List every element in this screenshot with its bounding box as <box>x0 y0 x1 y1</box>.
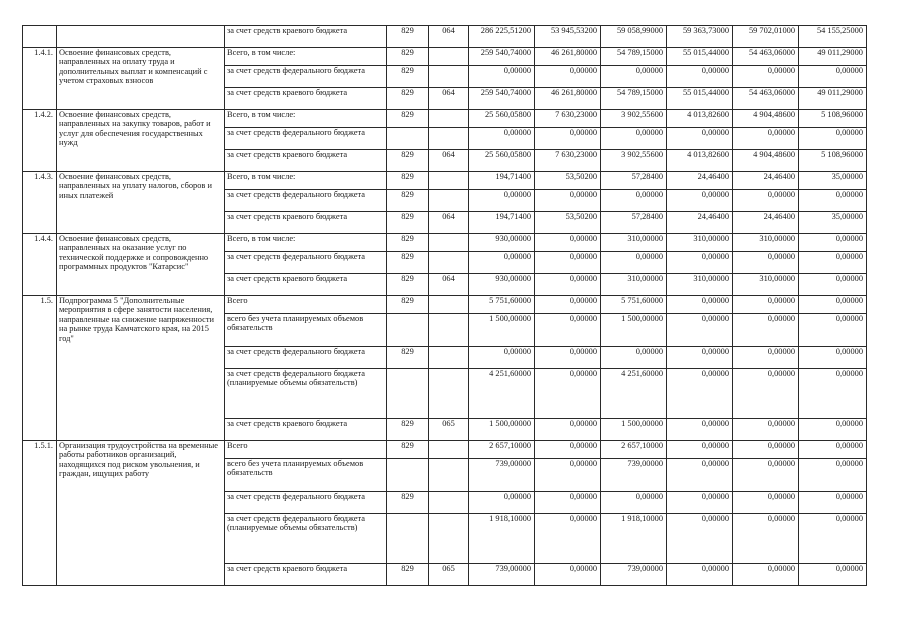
admin-code: 829 <box>387 274 429 296</box>
amount-cell: 1 500,00000 <box>469 419 535 441</box>
program-name: Организация трудоустройства на временные работы работников организаций, находящихся под риском увольнения, и граждан, ищущих работу <box>57 441 225 586</box>
budget-code: 064 <box>429 274 469 296</box>
amount-cell: 4 251,60000 <box>469 369 535 419</box>
amount-cell: 0,00000 <box>601 347 667 369</box>
admin-code: 829 <box>387 564 429 586</box>
amount-cell: 0,00000 <box>667 66 733 88</box>
amount-cell: 1 500,00000 <box>601 419 667 441</box>
funding-source: Всего, в том числе: <box>225 172 387 190</box>
amount-cell: 1 500,00000 <box>601 314 667 347</box>
funding-source: за счет средств федерального бюджета <box>225 492 387 514</box>
amount-cell: 0,00000 <box>733 347 799 369</box>
funding-source: всего без учета планируемых объемов обязательств <box>225 314 387 347</box>
funding-source: за счет средств федерального бюджета <box>225 347 387 369</box>
admin-code <box>387 514 429 564</box>
amount-cell: 0,00000 <box>799 347 867 369</box>
amount-cell: 739,00000 <box>601 564 667 586</box>
table-row <box>23 441 867 459</box>
table-row <box>23 234 867 252</box>
amount-cell: 55 015,44000 <box>667 88 733 110</box>
amount-cell: 2 657,10000 <box>601 441 667 459</box>
admin-code: 829 <box>387 110 429 128</box>
budget-table <box>22 25 867 586</box>
amount-cell: 0,00000 <box>733 128 799 150</box>
table-row <box>23 26 867 48</box>
amount-cell: 4 251,60000 <box>601 369 667 419</box>
amount-cell: 55 015,44000 <box>667 48 733 66</box>
program-name <box>57 26 225 48</box>
funding-source: Всего <box>225 296 387 314</box>
admin-code <box>387 369 429 419</box>
budget-code <box>429 172 469 190</box>
amount-cell: 0,00000 <box>469 492 535 514</box>
amount-cell: 194,71400 <box>469 172 535 190</box>
amount-cell: 0,00000 <box>535 296 601 314</box>
table-row <box>23 48 867 66</box>
amount-cell: 0,00000 <box>799 66 867 88</box>
funding-source: Всего, в том числе: <box>225 48 387 66</box>
amount-cell: 0,00000 <box>799 274 867 296</box>
amount-cell: 4 013,82600 <box>667 150 733 172</box>
amount-cell: 54 463,06000 <box>733 48 799 66</box>
budget-code: 065 <box>429 419 469 441</box>
amount-cell: 0,00000 <box>667 369 733 419</box>
amount-cell: 0,00000 <box>667 252 733 274</box>
amount-cell: 310,00000 <box>667 274 733 296</box>
amount-cell: 25 560,05800 <box>469 150 535 172</box>
amount-cell: 259 540,74000 <box>469 88 535 110</box>
amount-cell: 0,00000 <box>469 66 535 88</box>
funding-source: за счет средств федерального бюджета <box>225 128 387 150</box>
amount-cell: 0,00000 <box>799 564 867 586</box>
amount-cell: 310,00000 <box>667 234 733 252</box>
table-row <box>23 110 867 128</box>
amount-cell: 0,00000 <box>535 314 601 347</box>
funding-source: всего без учета планируемых объемов обязательств <box>225 459 387 492</box>
amount-cell: 0,00000 <box>535 369 601 419</box>
amount-cell: 0,00000 <box>535 347 601 369</box>
amount-cell: 0,00000 <box>535 274 601 296</box>
amount-cell: 54 789,15000 <box>601 48 667 66</box>
amount-cell: 0,00000 <box>667 128 733 150</box>
amount-cell: 57,28400 <box>601 212 667 234</box>
amount-cell: 3 902,55600 <box>601 110 667 128</box>
amount-cell: 24,46400 <box>667 172 733 190</box>
row-index: 1.5. <box>23 296 57 441</box>
amount-cell: 46 261,80000 <box>535 88 601 110</box>
table-row <box>23 296 867 314</box>
budget-code <box>429 128 469 150</box>
amount-cell: 0,00000 <box>535 492 601 514</box>
amount-cell: 0,00000 <box>799 419 867 441</box>
amount-cell: 5 108,96000 <box>799 110 867 128</box>
amount-cell: 930,00000 <box>469 234 535 252</box>
amount-cell: 59 363,73000 <box>667 26 733 48</box>
amount-cell: 0,00000 <box>799 296 867 314</box>
funding-source: за счет средств федерального бюджета <box>225 66 387 88</box>
admin-code: 829 <box>387 252 429 274</box>
admin-code: 829 <box>387 419 429 441</box>
amount-cell: 24,46400 <box>733 212 799 234</box>
amount-cell: 0,00000 <box>799 314 867 347</box>
budget-code <box>429 66 469 88</box>
amount-cell: 310,00000 <box>733 274 799 296</box>
amount-cell: 0,00000 <box>601 190 667 212</box>
amount-cell: 0,00000 <box>733 441 799 459</box>
admin-code: 829 <box>387 347 429 369</box>
amount-cell: 5 108,96000 <box>799 150 867 172</box>
amount-cell: 54 789,15000 <box>601 88 667 110</box>
amount-cell: 4 013,82600 <box>667 110 733 128</box>
amount-cell: 0,00000 <box>733 190 799 212</box>
amount-cell: 310,00000 <box>601 234 667 252</box>
admin-code: 829 <box>387 172 429 190</box>
amount-cell: 59 058,99000 <box>601 26 667 48</box>
amount-cell: 0,00000 <box>535 234 601 252</box>
amount-cell: 0,00000 <box>733 252 799 274</box>
admin-code <box>387 459 429 492</box>
row-index: 1.4.2. <box>23 110 57 172</box>
budget-code <box>429 252 469 274</box>
amount-cell: 739,00000 <box>601 459 667 492</box>
amount-cell: 3 902,55600 <box>601 150 667 172</box>
amount-cell: 53,50200 <box>535 212 601 234</box>
admin-code: 829 <box>387 190 429 212</box>
budget-code <box>429 369 469 419</box>
funding-source: за счет средств краевого бюджета <box>225 150 387 172</box>
amount-cell: 0,00000 <box>667 314 733 347</box>
amount-cell: 0,00000 <box>667 492 733 514</box>
amount-cell: 0,00000 <box>535 564 601 586</box>
amount-cell: 0,00000 <box>601 252 667 274</box>
amount-cell: 25 560,05800 <box>469 110 535 128</box>
amount-cell: 0,00000 <box>799 492 867 514</box>
amount-cell: 739,00000 <box>469 459 535 492</box>
amount-cell: 0,00000 <box>601 66 667 88</box>
admin-code: 829 <box>387 26 429 48</box>
budget-code <box>429 459 469 492</box>
amount-cell: 0,00000 <box>799 441 867 459</box>
amount-cell: 0,00000 <box>469 252 535 274</box>
amount-cell: 5 751,60000 <box>601 296 667 314</box>
admin-code: 829 <box>387 441 429 459</box>
admin-code: 829 <box>387 150 429 172</box>
table-row <box>23 172 867 190</box>
amount-cell: 0,00000 <box>535 514 601 564</box>
budget-code <box>429 234 469 252</box>
amount-cell: 0,00000 <box>733 369 799 419</box>
amount-cell: 7 630,23000 <box>535 110 601 128</box>
amount-cell: 259 540,74000 <box>469 48 535 66</box>
amount-cell: 0,00000 <box>733 296 799 314</box>
admin-code: 829 <box>387 66 429 88</box>
amount-cell: 0,00000 <box>667 419 733 441</box>
budget-table-body <box>23 26 867 586</box>
amount-cell: 0,00000 <box>535 441 601 459</box>
amount-cell: 0,00000 <box>535 128 601 150</box>
amount-cell: 0,00000 <box>469 190 535 212</box>
admin-code: 829 <box>387 234 429 252</box>
admin-code: 829 <box>387 296 429 314</box>
funding-source: Всего <box>225 441 387 459</box>
budget-code: 064 <box>429 88 469 110</box>
amount-cell: 0,00000 <box>667 459 733 492</box>
amount-cell: 57,28400 <box>601 172 667 190</box>
row-index <box>23 26 57 48</box>
amount-cell: 0,00000 <box>733 419 799 441</box>
program-name: Освоение финансовых средств, направленных на оплату труда и дополнительных выплат и компенсаций с учетом страховых взносов <box>57 48 225 110</box>
amount-cell: 49 011,29000 <box>799 48 867 66</box>
budget-code <box>429 190 469 212</box>
amount-cell: 53 945,53200 <box>535 26 601 48</box>
amount-cell: 310,00000 <box>601 274 667 296</box>
program-name: Освоение финансовых средств, направленных на уплату налогов, сборов и иных платежей <box>57 172 225 234</box>
amount-cell: 0,00000 <box>601 128 667 150</box>
amount-cell: 53,50200 <box>535 172 601 190</box>
amount-cell: 0,00000 <box>535 252 601 274</box>
budget-code <box>429 48 469 66</box>
admin-code <box>387 128 429 150</box>
amount-cell: 46 261,80000 <box>535 48 601 66</box>
amount-cell: 54 155,25000 <box>799 26 867 48</box>
amount-cell: 2 657,10000 <box>469 441 535 459</box>
amount-cell: 0,00000 <box>799 514 867 564</box>
budget-code <box>429 492 469 514</box>
amount-cell: 0,00000 <box>799 252 867 274</box>
amount-cell: 0,00000 <box>667 564 733 586</box>
amount-cell: 24,46400 <box>667 212 733 234</box>
amount-cell: 49 011,29000 <box>799 88 867 110</box>
amount-cell: 0,00000 <box>799 190 867 212</box>
amount-cell: 5 751,60000 <box>469 296 535 314</box>
amount-cell: 4 904,48600 <box>733 150 799 172</box>
budget-code <box>429 110 469 128</box>
amount-cell: 0,00000 <box>799 128 867 150</box>
amount-cell: 24,46400 <box>733 172 799 190</box>
amount-cell: 0,00000 <box>733 564 799 586</box>
program-name: Освоение финансовых средств, направленных на закупку товаров, работ и услуг для обеспечения государственных нужд <box>57 110 225 172</box>
budget-code: 064 <box>429 212 469 234</box>
amount-cell: 0,00000 <box>535 459 601 492</box>
funding-source: за счет средств краевого бюджета <box>225 88 387 110</box>
program-name: Подпрограмма 5 "Дополнительные мероприятия в сфере занятости населения, направленные на снижение напряженности на рынке труда Камчатского края, на 2015 год" <box>57 296 225 441</box>
funding-source: за счет средств федерального бюджета <box>225 190 387 212</box>
amount-cell: 0,00000 <box>535 419 601 441</box>
amount-cell: 54 463,06000 <box>733 88 799 110</box>
admin-code: 829 <box>387 48 429 66</box>
amount-cell: 0,00000 <box>799 459 867 492</box>
amount-cell: 930,00000 <box>469 274 535 296</box>
funding-source: за счет средств краевого бюджета <box>225 274 387 296</box>
amount-cell: 35,00000 <box>799 172 867 190</box>
amount-cell: 0,00000 <box>799 369 867 419</box>
funding-source: за счет средств федерального бюджета (планируемые объемы обязательств) <box>225 514 387 564</box>
amount-cell: 0,00000 <box>469 347 535 369</box>
amount-cell: 35,00000 <box>799 212 867 234</box>
admin-code: 829 <box>387 88 429 110</box>
amount-cell: 0,00000 <box>469 128 535 150</box>
amount-cell: 1 918,10000 <box>469 514 535 564</box>
admin-code: 829 <box>387 492 429 514</box>
amount-cell: 194,71400 <box>469 212 535 234</box>
admin-code <box>387 314 429 347</box>
amount-cell: 0,00000 <box>799 234 867 252</box>
amount-cell: 0,00000 <box>667 190 733 212</box>
funding-source: за счет средств краевого бюджета <box>225 26 387 48</box>
budget-code <box>429 296 469 314</box>
budget-code <box>429 441 469 459</box>
amount-cell: 0,00000 <box>601 492 667 514</box>
budget-code <box>429 347 469 369</box>
budget-code <box>429 514 469 564</box>
amount-cell: 1 918,10000 <box>601 514 667 564</box>
amount-cell: 59 702,01000 <box>733 26 799 48</box>
amount-cell: 739,00000 <box>469 564 535 586</box>
budget-code <box>429 314 469 347</box>
budget-code: 065 <box>429 564 469 586</box>
amount-cell: 1 500,00000 <box>469 314 535 347</box>
amount-cell: 0,00000 <box>667 514 733 564</box>
amount-cell: 0,00000 <box>535 66 601 88</box>
amount-cell: 310,00000 <box>733 234 799 252</box>
row-index: 1.5.1. <box>23 441 57 586</box>
amount-cell: 0,00000 <box>667 347 733 369</box>
row-index: 1.4.1. <box>23 48 57 110</box>
program-name: Освоение финансовых средств, направленных на оказание услуг по технической поддержке и сопровожденно программных продуктов "Катарсис" <box>57 234 225 296</box>
funding-source: за счет средств краевого бюджета <box>225 419 387 441</box>
funding-source: за счет средств краевого бюджета <box>225 212 387 234</box>
funding-source: Всего, в том числе: <box>225 234 387 252</box>
amount-cell: 0,00000 <box>667 441 733 459</box>
funding-source: за счет средств федерального бюджета <box>225 252 387 274</box>
admin-code: 829 <box>387 212 429 234</box>
funding-source: Всего, в том числе: <box>225 110 387 128</box>
amount-cell: 286 225,51200 <box>469 26 535 48</box>
amount-cell: 0,00000 <box>535 190 601 212</box>
amount-cell: 0,00000 <box>667 296 733 314</box>
amount-cell: 7 630,23000 <box>535 150 601 172</box>
amount-cell: 0,00000 <box>733 514 799 564</box>
amount-cell: 4 904,48600 <box>733 110 799 128</box>
amount-cell: 0,00000 <box>733 66 799 88</box>
funding-source: за счет средств краевого бюджета <box>225 564 387 586</box>
amount-cell: 0,00000 <box>733 459 799 492</box>
budget-code: 064 <box>429 150 469 172</box>
amount-cell: 0,00000 <box>733 492 799 514</box>
row-index: 1.4.4. <box>23 234 57 296</box>
funding-source: за счет средств федерального бюджета (планируемые объемы обязательств) <box>225 369 387 419</box>
row-index: 1.4.3. <box>23 172 57 234</box>
budget-code: 064 <box>429 26 469 48</box>
amount-cell: 0,00000 <box>733 314 799 347</box>
